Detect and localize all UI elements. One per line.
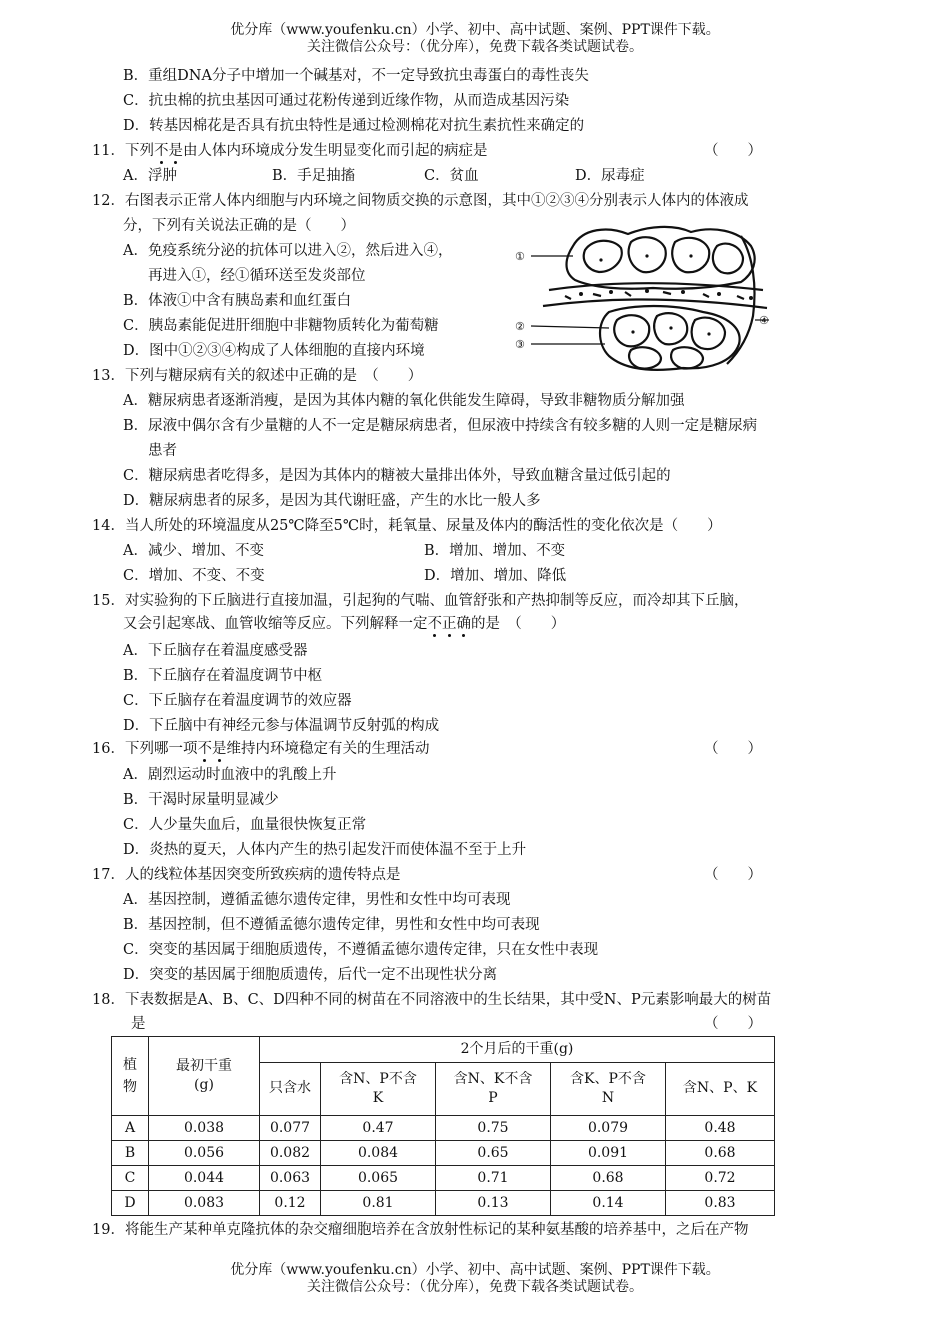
- table-cell: 0.75: [436, 1116, 551, 1141]
- q19-stem-line-1: 19．将能生产某种单克隆抗体的杂交瘤细胞培养在含放射性标记的某种氨基酸的培养基中，之后在产物: [92, 1222, 749, 1238]
- table-cell: 0.079: [551, 1116, 666, 1141]
- q15-option-c: C．下丘脑存在着温度调节的效应器: [123, 693, 352, 709]
- q11-option-d: D．尿毒症: [575, 168, 645, 184]
- q12-option-b: B．体液①中含有胰岛素和血红蛋白: [123, 293, 352, 309]
- table-cell: 0.65: [436, 1141, 551, 1166]
- growth-data-table: [111, 1036, 775, 1216]
- q11-answer-paren: （ ）: [704, 143, 762, 159]
- q13-option-a: A．糖尿病患者逐渐消瘦，是因为其体内糖的氧化供能发生障碍，导致非糖物质分解加强: [123, 393, 685, 409]
- table-row: [112, 1166, 775, 1191]
- q18-answer-paren: （ ）: [704, 1016, 762, 1032]
- table-cell: 0.12: [260, 1191, 321, 1216]
- emphasis-dot: 确: [456, 616, 471, 632]
- emphasis-dot: 是: [211, 741, 227, 757]
- q12-option-d: D．图中①②③④构成了人体细胞的直接内环境: [123, 343, 425, 359]
- q16-option-b: B．干渴时尿量明显减少: [123, 792, 279, 808]
- q15-stem-line-1: 15．对实验狗的下丘脑进行直接加温，引起狗的气喘、血管舒张和产热抑制等反应，而冷却其下丘脑，: [92, 593, 749, 609]
- q13-option-b: B．尿液中偶尔含有少量糖的人不一定是糖尿病患者，但尿液中持续含有较多糖的人则一定是糖尿病: [123, 418, 758, 434]
- table-cell: 0.084: [321, 1141, 436, 1166]
- q15-option-b: B．下丘脑存在着温度调节中枢: [123, 668, 323, 684]
- q11-option-b: B．手足抽搐: [272, 168, 356, 184]
- table-cell: 0.13: [436, 1191, 551, 1216]
- q12-stem-line-1: 12．右图表示正常人体内细胞与内环境之间物质交换的示意图，其中①②③④分别表示人体内的体液成: [92, 193, 749, 209]
- table-cell: C: [112, 1166, 149, 1191]
- q11-option-a: A．浮肿: [123, 168, 177, 184]
- q14-option-b: B．增加、增加、不变: [424, 543, 566, 559]
- table-header-after-2-months: 2个月后的干重(g): [260, 1037, 775, 1063]
- table-cell: 0.72: [666, 1166, 775, 1191]
- page-footer: [0, 1262, 950, 1296]
- q11-option-c: C．贫血: [424, 168, 479, 184]
- footer-line-2: 关注微信公众号：（优分库），免费下载各类试题试卷。: [307, 1279, 643, 1295]
- table-cell: B: [112, 1141, 149, 1166]
- table-header-row: [112, 1037, 775, 1063]
- q18-stem-line-2: 是: [131, 1016, 146, 1032]
- table-cell: 0.83: [666, 1191, 775, 1216]
- q18-stem-line-1: 18．下表数据是A、B、C、D四种不同的树苗在不同溶液中的生长结果，其中受N、P元素影响最大的树苗: [92, 992, 772, 1008]
- emphasis-dot: 是: [168, 143, 183, 159]
- emphasis-dot: 不: [427, 616, 442, 632]
- q17-option-a: A．基因控制，遵循孟德尔遗传定律，男性和女性中均可表现: [123, 892, 511, 908]
- q12-option-a-cont: 再进入①，经①循环送至发炎部位: [148, 268, 366, 284]
- emphasis-dot: 正: [442, 616, 457, 632]
- q13-option-b-cont: 患者: [148, 443, 177, 459]
- fig-label-2: ②: [515, 320, 525, 333]
- q12-option-a: A．免疫系统分泌的抗体可以进入②，然后进入④，: [123, 243, 453, 259]
- q15-option-a: A．下丘脑存在着温度感受器: [123, 643, 308, 659]
- q16-option-c: C．人少量失血后，血量很快恢复正常: [123, 817, 367, 833]
- q12-option-c: C．胰岛素能促进肝细胞中非糖物质转化为葡萄糖: [123, 318, 439, 334]
- table-row: [112, 1191, 775, 1216]
- table-cell: A: [112, 1116, 149, 1141]
- table-cell: 0.81: [321, 1191, 436, 1216]
- table-cell: 0.091: [551, 1141, 666, 1166]
- q13-option-c: C．糖尿病患者吃得多，是因为其体内的糖被大量排出体外，导致血糖含量过低引起的: [123, 468, 671, 484]
- table-cell: 0.48: [666, 1116, 775, 1141]
- q14-option-c: C．增加、不变、不变: [123, 568, 265, 584]
- q16-option-a: A．剧烈运动时血液中的乳酸上升: [123, 767, 337, 783]
- table-cell: 0.68: [551, 1166, 666, 1191]
- q14-stem: 14．当人所处的环境温度从25℃降至5℃时，耗氧量、尿量及体内的酶活性的变化依次是（ ）: [92, 518, 722, 534]
- emphasis-dot: 不: [197, 741, 212, 757]
- table-cell: 0.044: [149, 1166, 260, 1191]
- table-col-header: 含N、P、K: [666, 1062, 775, 1115]
- header-line-1: 优分库（www.youfenku.cn）小学、初中、高中试题、案例、PPT课件下载。: [230, 22, 720, 38]
- table-cell: 0.056: [149, 1141, 260, 1166]
- table-row: [112, 1141, 775, 1166]
- fig-label-4: ④: [759, 314, 769, 327]
- table-cell: 0.71: [436, 1166, 551, 1191]
- q15-stem-line-2: 又会引起寒战、血管收缩等反应。下列解释一定不正确的是 （ ）: [123, 616, 566, 632]
- cell-exchange-diagram: [513, 216, 773, 374]
- fig-label-1: ①: [515, 250, 525, 263]
- table-row: [112, 1116, 775, 1141]
- page-header: [0, 22, 950, 56]
- table-cell: 0.14: [551, 1191, 666, 1216]
- table-col-header: 含K、P不含 N: [551, 1062, 666, 1115]
- q14-option-d: D．增加、增加、降低: [424, 568, 567, 584]
- q14-option-a: A．减少、增加、不变: [123, 543, 264, 559]
- q11-stem: 11．下列不是由人体内环境成分发生明显变化而引起的病症是: [92, 143, 488, 159]
- q17-answer-paren: （ ）: [704, 867, 762, 883]
- table-cell: 0.077: [260, 1116, 321, 1141]
- q13-option-d: D．糖尿病患者的尿多，是因为其代谢旺盛，产生的水比一般人多: [123, 493, 541, 509]
- q16-answer-paren: （ ）: [704, 741, 762, 757]
- q17-option-b: B．基因控制，但不遵循孟德尔遗传定律，男性和女性中均可表现: [123, 917, 540, 933]
- table-header-initial-weight: 最初干重 (g): [149, 1037, 260, 1116]
- q15-option-d: D．下丘脑中有神经元参与体温调节反射弧的构成: [123, 718, 440, 734]
- table-header-plant: 植物: [112, 1037, 149, 1116]
- table-cell: 0.083: [149, 1191, 260, 1216]
- q10-option-b: B．重组DNA分子中增加一个碱基对，不一定导致抗虫毒蛋白的毒性丧失: [123, 68, 589, 84]
- q10-option-d: D．转基因棉花是否具有抗虫特性是通过检测棉花对抗生素抗性来确定的: [123, 118, 585, 134]
- emphasis-dot: 不: [153, 143, 169, 159]
- table-cell: 0.038: [149, 1116, 260, 1141]
- q10-option-c: C．抗虫棉的抗虫基因可通过花粉传递到近缘作物，从而造成基因污染: [123, 93, 570, 109]
- table-col-header: 只含水: [260, 1062, 321, 1115]
- q17-option-c: C．突变的基因属于细胞质遗传，不遵循孟德尔遗传定律，只在女性中表现: [123, 942, 599, 958]
- q13-stem: 13．下列与糖尿病有关的叙述中正确的是 （ ）: [92, 368, 423, 384]
- table-cell: 0.47: [321, 1116, 436, 1141]
- footer-line-1: 优分库（www.youfenku.cn）小学、初中、高中试题、案例、PPT课件下载。: [230, 1262, 720, 1278]
- header-line-2: 关注微信公众号：（优分库），免费下载各类试题试卷。: [307, 39, 643, 55]
- table-col-header: 含N、K不含 P: [436, 1062, 551, 1115]
- table-cell: D: [112, 1191, 149, 1216]
- fig-label-3: ③: [515, 338, 525, 351]
- q17-stem: 17．人的线粒体基因突变所致疾病的遗传特点是: [92, 867, 401, 883]
- table-cell: 0.065: [321, 1166, 436, 1191]
- q16-stem: 16．下列哪一项不是维持内环境稳定有关的生理活动: [92, 741, 430, 757]
- table-cell: 0.68: [666, 1141, 775, 1166]
- table-cell: 0.063: [260, 1166, 321, 1191]
- q12-stem-line-2: 分，下列有关说法正确的是（ ）: [123, 218, 355, 234]
- q16-option-d: D．炎热的夏天，人体内产生的热引起发汗而使体温不至于上升: [123, 842, 527, 858]
- table-col-header: 含N、P不含 K: [321, 1062, 436, 1115]
- q17-option-d: D．突变的基因属于细胞质遗传，后代一定不出现性状分离: [123, 967, 498, 983]
- table-cell: 0.082: [260, 1141, 321, 1166]
